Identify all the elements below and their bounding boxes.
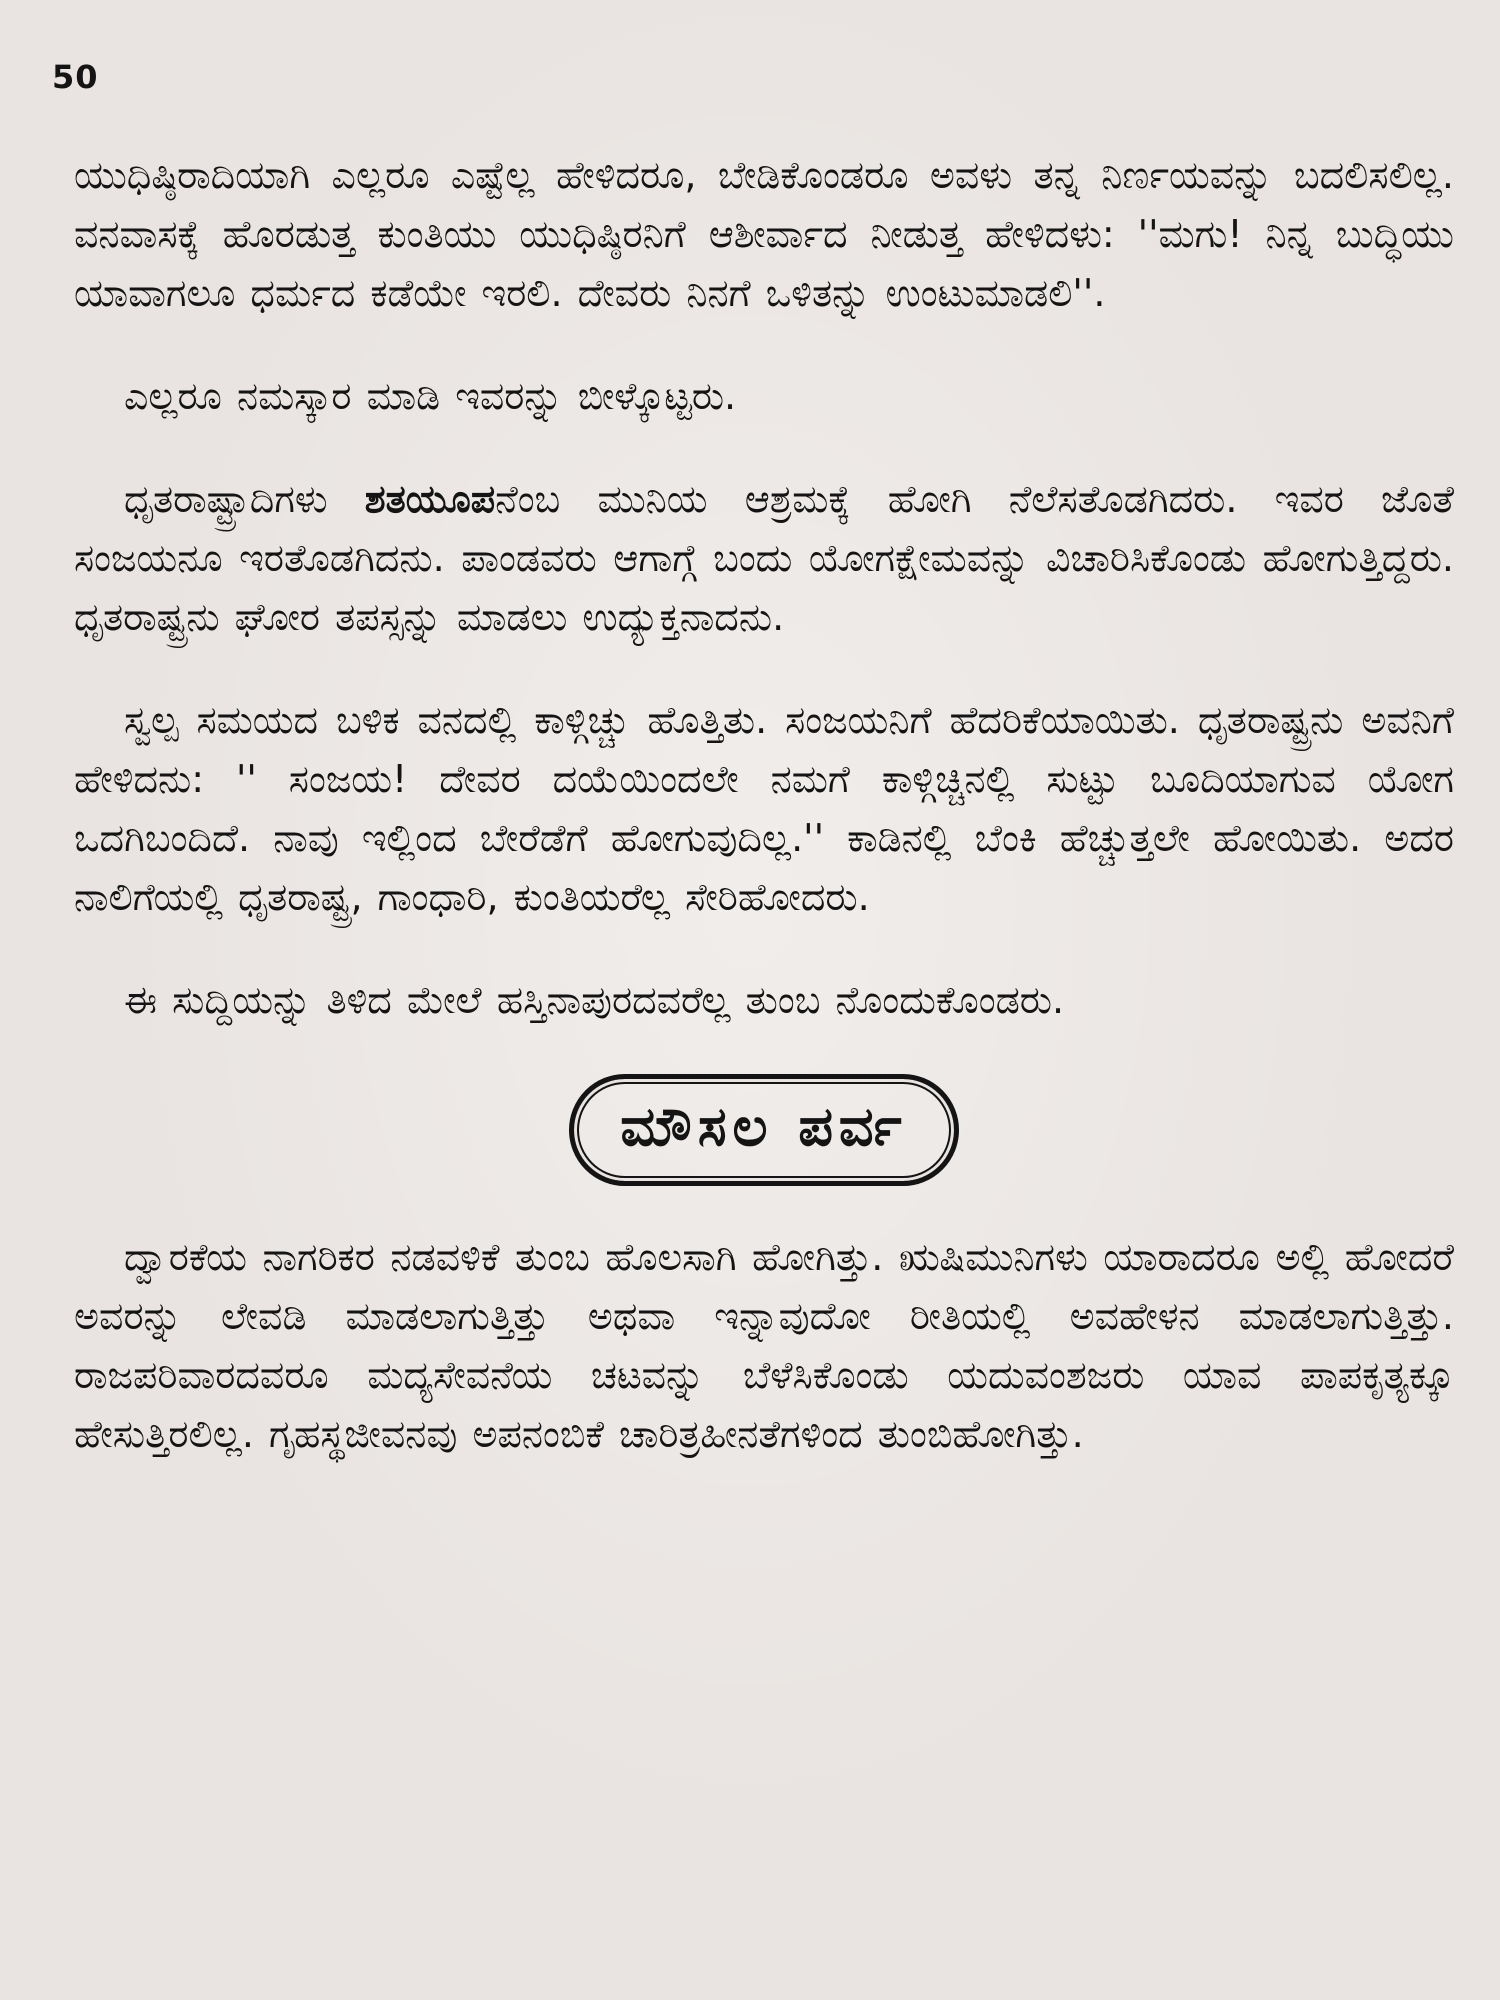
paragraph-5: ಈ ಸುದ್ದಿಯನ್ನು ತಿಳಿದ ಮೇಲೆ ಹಸ್ತಿನಾಪುರದವರೆಲ್ಲ ತುಂಬ ನೊಂದುಕೊಂಡರು. [124,978,1065,1022]
page-content [74,146,1454,1508]
bold-term: ಶತಯೂಪ [364,477,496,521]
section-heading-wrap [74,1074,1454,1186]
paragraph-1: ಯುಧಿಷ್ಠಿರಾದಿಯಾಗಿ ಎಲ್ಲರೂ ಎಷ್ಟೆಲ್ಲ ಹೇಳಿದರೂ, ಬೇಡಿಕೊಂಡರೂ ಅವಳು ತನ್ನ ನಿರ್ಣಯವನ್ನು ಬದಲಿಸಲಿಲ್ಲ. ವನವಾಸಕ್ಕೆ ಹೊರಡುತ್ತ ಕುಂತಿಯು ಯುಧಿಷ್ಠಿರನಿಗೆ ಆಶೀರ್ವಾದ ನೀಡುತ್ತ ಹೇಳಿದಳು: ''ಮಗು! ನಿನ್ನ ಬುದ್ಧಿಯು ಯಾವಾಗಲೂ ಧರ್ಮದ ಕಡೆಯೇ ಇರಲಿ. ದೇವರು ನಿನಗೆ ಒಳಿತನ್ನು ಉಂಟುಮಾಡಲಿ''. [74,153,1454,315]
page-number: 50 [52,58,99,96]
section-heading: ಮೌಸಲ ಪರ್ವ [569,1074,958,1186]
paragraph-3-start: ಧೃತರಾಷ್ಟ್ರಾದಿಗಳು [124,477,365,521]
section-paragraph-1: ದ್ವಾರಕೆಯ ನಾಗರಿಕರ ನಡವಳಿಕೆ ತುಂಬ ಹೊಲಸಾಗಿ ಹೋಗಿತ್ತು. ಋಷಿಮುನಿಗಳು ಯಾರಾದರೂ ಅಲ್ಲಿ ಹೋದರೆ ಅವರನ್ನು ಲೇವಡಿ ಮಾಡಲಾಗುತ್ತಿತ್ತು ಅಥವಾ ಇನ್ನಾವುದೋ ರೀತಿಯಲ್ಲಿ ಅವಹೇಳನ ಮಾಡಲಾಗುತ್ತಿತ್ತು. ರಾಜಪರಿವಾರದವರೂ ಮದ್ಯಸೇವನೆಯ ಚಟವನ್ನು ಬೆಳೆಸಿಕೊಂಡು ಯದುವಂಶಜರು ಯಾವ ಪಾಪಕೃತ್ಯಕ್ಕೂ ಹೇಸುತ್ತಿರಲಿಲ್ಲ. ಗೃಹಸ್ಥಜೀವನವು ಅಪನಂಬಿಕೆ ಚಾರಿತ್ರಹೀನತೆಗಳಿಂದ ತುಂಬಿಹೋಗಿತ್ತು. [74,1235,1454,1456]
paragraph-3-rest: ನೆಂಬ ಮುನಿಯ ಆಶ್ರಮಕ್ಕೆ ಹೋಗಿ ನೆಲೆಸತೊಡಗಿದರು. ಇವರ ಜೊತೆ ಸಂಜಯನೂ ಇರತೊಡಗಿದನು. ಪಾಂಡವರು ಆಗಾಗ್ಗೆ ಬಂದು ಯೋಗಕ್ಷೇಮವನ್ನು ವಿಚಾರಿಸಿಕೊಂಡು ಹೋಗುತ್ತಿದ್ದರು. ಧೃತರಾಷ್ಟ್ರನು ಘೋರ ತಪಸ್ಸನ್ನು ಮಾಡಲು ಉದ್ಯುಕ್ತನಾದನು. [74,477,1454,639]
paragraph-3 [74,470,1454,647]
paragraph-4: ಸ್ವಲ್ಪ ಸಮಯದ ಬಳಿಕ ವನದಲ್ಲಿ ಕಾಳ್ಗಿಚ್ಚು ಹೊತ್ತಿತು. ಸಂಜಯನಿಗೆ ಹೆದರಿಕೆಯಾಯಿತು. ಧೃತರಾಷ್ಟ್ರನು ಅವನಿಗೆ ಹೇಳಿದನು: '' ಸಂಜಯ! ದೇವರ ದಯೆಯಿಂದಲೇ ನಮಗೆ ಕಾಳ್ಗಿಚ್ಚಿನಲ್ಲಿ ಸುಟ್ಟು ಬೂದಿಯಾಗುವ ಯೋಗ ಒದಗಿಬಂದಿದೆ. ನಾವು ಇಲ್ಲಿಂದ ಬೇರೆಡೆಗೆ ಹೋಗುವುದಿಲ್ಲ.'' ಕಾಡಿನಲ್ಲಿ ಬೆಂಕಿ ಹೆಚ್ಚುತ್ತಲೇ ಹೋಯಿತು. ಅದರ ನಾಲಿಗೆಯಲ್ಲಿ ಧೃತರಾಷ್ಟ್ರ, ಗಾಂಧಾರಿ, ಕುಂತಿಯರೆಲ್ಲ ಸೇರಿಹೋದರು. [74,698,1454,919]
paragraph-2: ಎಲ್ಲರೂ ನಮಸ್ಕಾರ ಮಾಡಿ ಇವರನ್ನು ಬೀಳ್ಕೊಟ್ಟರು. [124,374,737,418]
